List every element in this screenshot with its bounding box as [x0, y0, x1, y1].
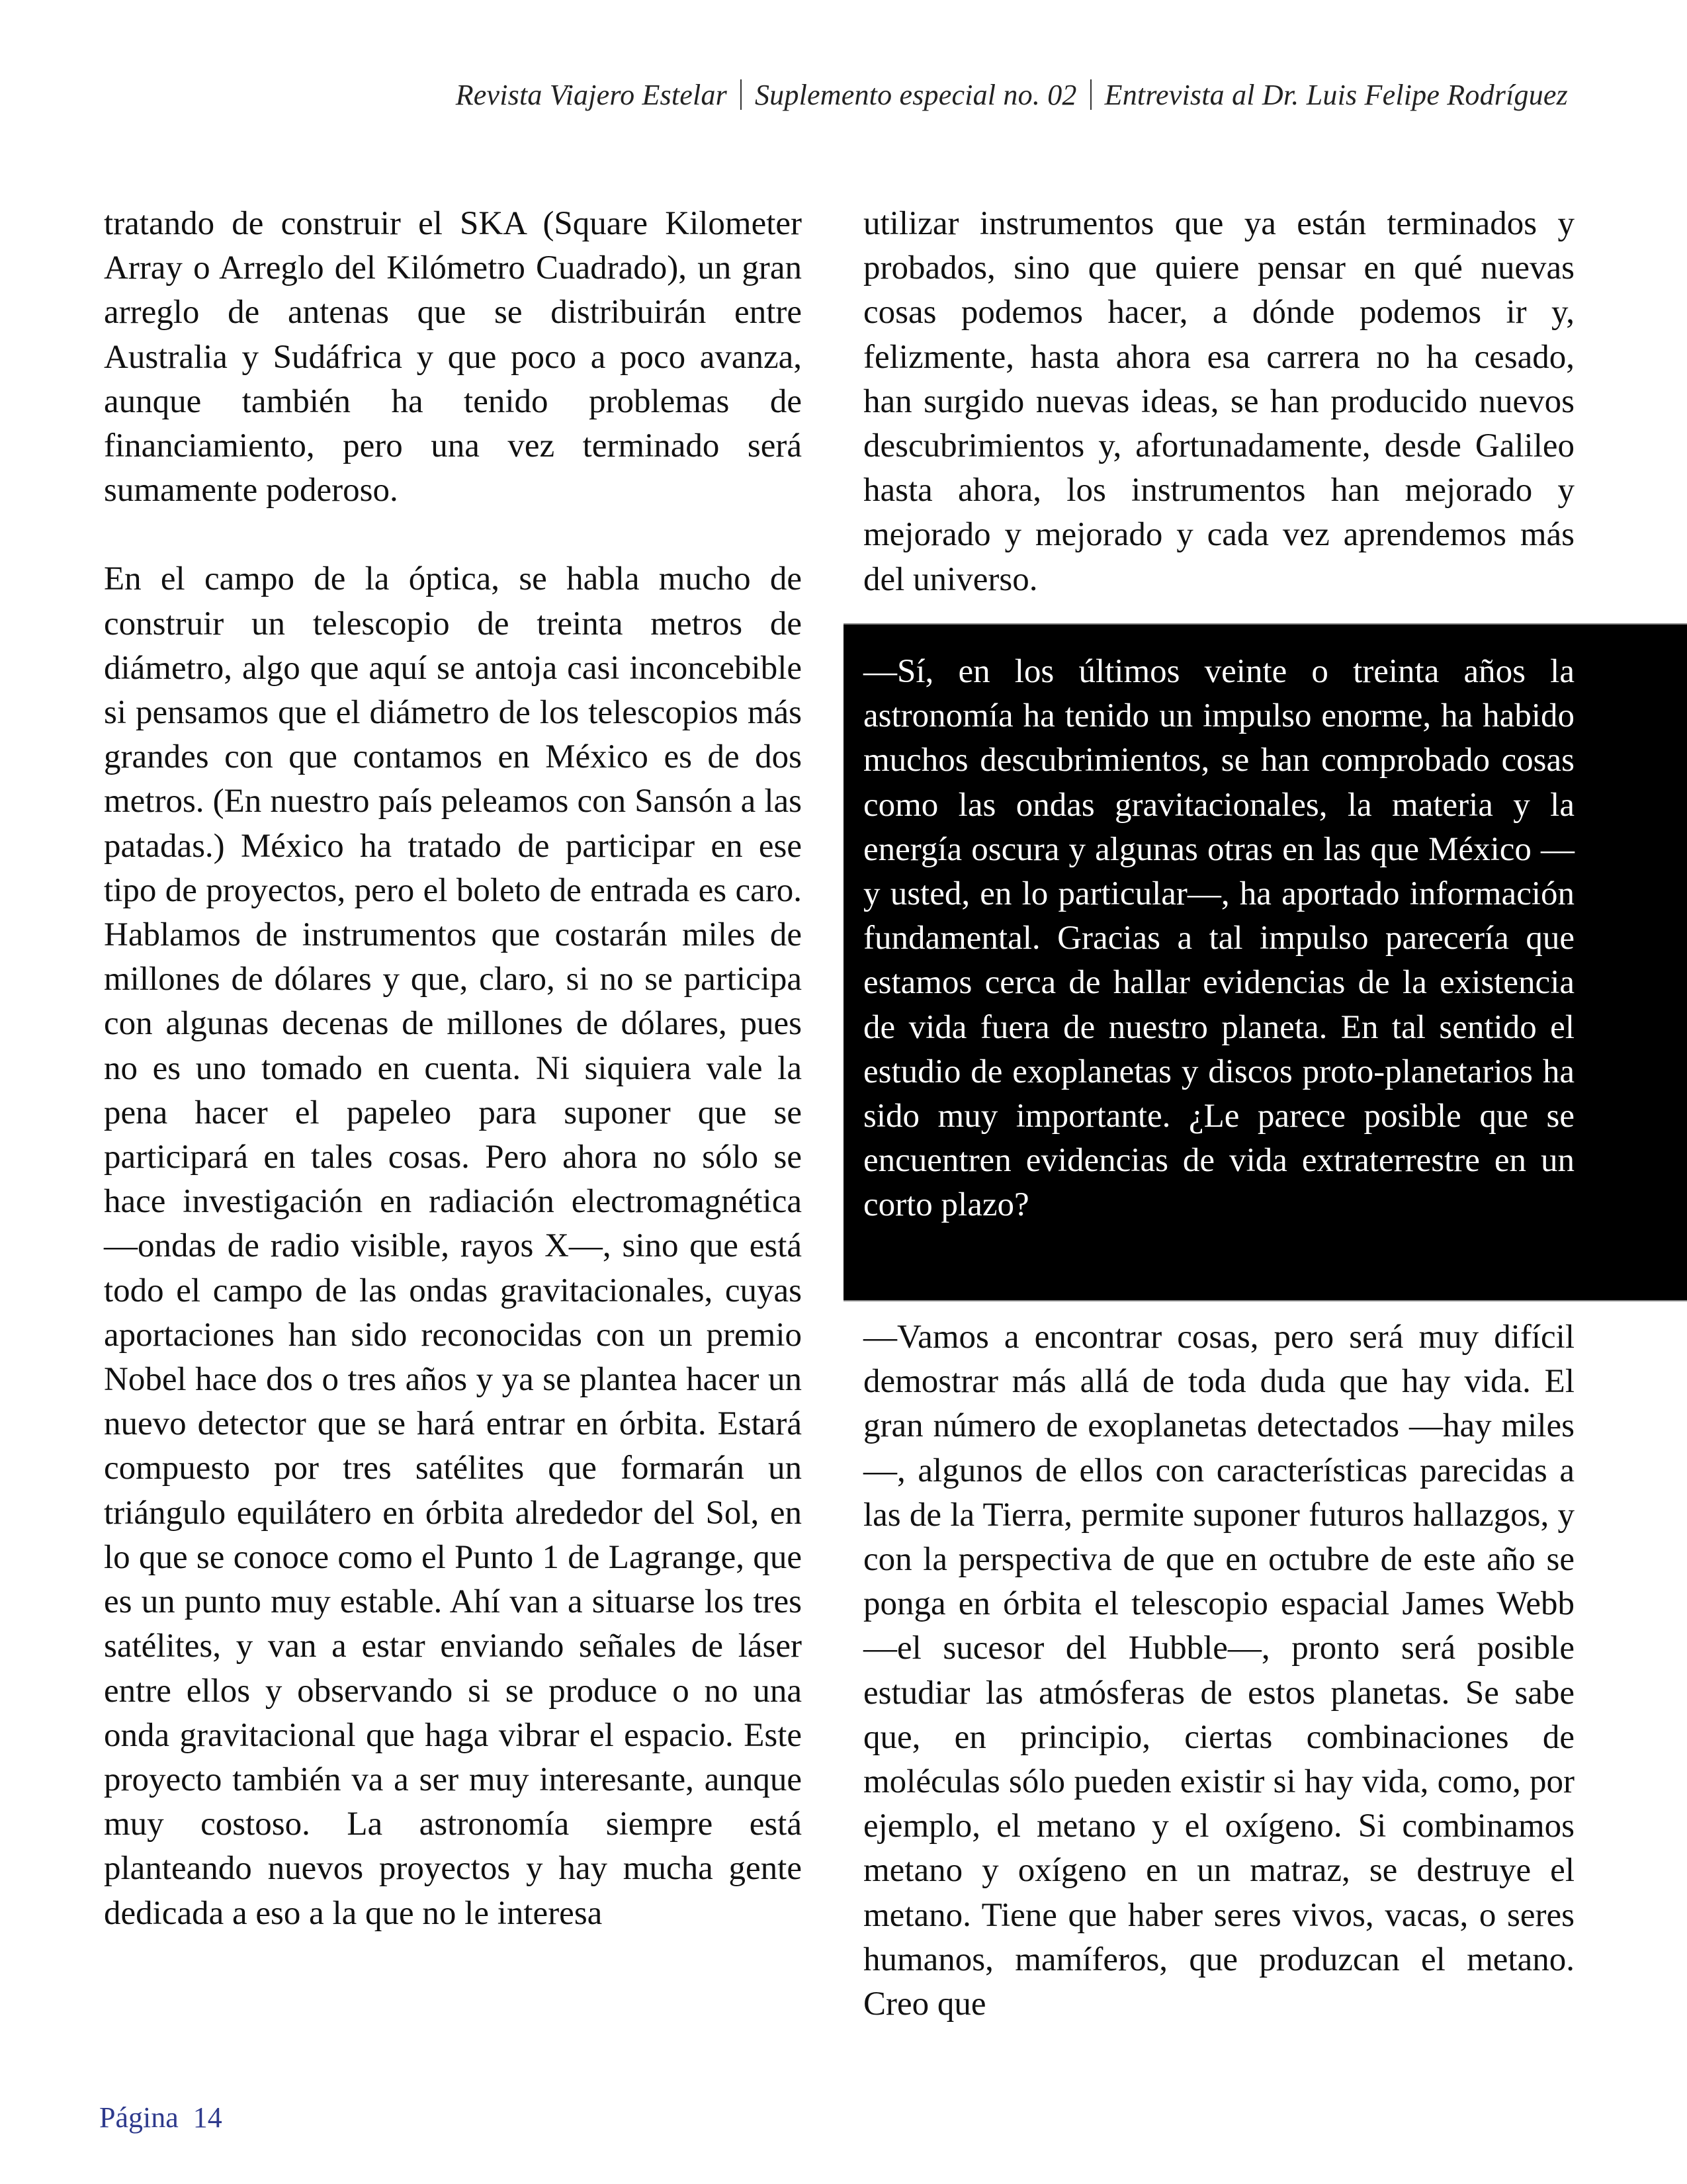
issue-title: Suplemento especial no. 02: [754, 79, 1077, 111]
publication-title: Revista Viajero Estelar: [455, 79, 727, 111]
left-column: [104, 202, 802, 1936]
interview-question-box: [844, 623, 1687, 1301]
right-column-top: [863, 202, 1575, 602]
header-separator: [1090, 79, 1092, 110]
body-paragraph: En el campo de la óptica, se habla mucho de construir un telescopio de treinta metros de diámetro, algo que aquí se antoja casi inconcebible si pensamos que el diámetro de los telescopios más grandes con que contamos en México es de dos metros. (En nuestro país peleamos con Sansón a las patadas.) México ha tratado de participar en ese tipo de proyectos, pero el boleto de entrada es caro. Hablamos de instrumentos que costarán miles de millones de dólares y que, claro, si no se participa con algunas decenas de millones de dólares, pues no es uno tomado en cuenta. Ni siquiera vale la pena hacer el papeleo para suponer que se participará en tales cosas. Pero ahora no sólo se hace investigación en radiación electromagnética —ondas de radio visible, rayos X—, sino que está todo el campo de las ondas gravitacionales, cuyas aportaciones han sido reconocidas con un premio Nobel hace dos o tres años y ya se plantea hacer un nuevo detector que se hará entrar en órbita. Estará compuesto por tres satélites que formarán un triángulo equilátero en órbita alrededor del Sol, en lo que se conoce como el Punto 1 de Lagrange, que es un punto muy estable. Ahí van a situarse los tres satélites, y van a estar enviando señales de láser entre ellos y observando si se produce o no una onda gravitacional que haga vibrar el espacio. Este proyecto también va a ser muy interesante, aunque muy costoso. La astronomía siempre está planteando nuevos proyectos y hay mucha gente dedicada a eso a la que no le interesa: [104, 560, 802, 1932]
right-column-bottom: [863, 1315, 1575, 2027]
body-paragraph: utilizar instrumentos que ya están terminados y probados, sino que quiere pensar en qué nuevas cosas podemos hacer, a dónde podemos ir y, felizmente, hasta ahora esa carrera no ha cesado, han surgido nuevas ideas, se han producido nuevos descubrimientos y, afortunadamente, desde Galileo hasta ahora, los instrumentos han mejorado y mejorado y mejorado y cada vez aprendemos más del universo.: [863, 205, 1575, 598]
running-header: [456, 78, 1568, 112]
article-title: Entrevista al Dr. Luis Felipe Rodríguez: [1104, 79, 1568, 111]
page-number: Página 14: [99, 2101, 222, 2134]
header-separator: [740, 79, 742, 110]
body-paragraph: tratando de construir el SKA (Square Kilometer Array o Arreglo del Kilómetro Cuadrado), un gran arreglo de antenas que se distribuirán entre Australia y Sudáfrica y que poco a poco avanza, aunque también ha tenido problemas de financiamiento, pero una vez terminado será sumamente poderoso.: [104, 205, 802, 509]
interview-question: —Sí, en los últimos veinte o treinta años la astronomía ha tenido un impulso enorme, ha habido muchos descubrimientos, se han comprobado cosas como las ondas gravitacionales, la materia y la energía oscura y algunas otras en las que México —y usted, en lo particular—, ha aportado información fundamental. Gracias a tal impulso parecería que estamos cerca de hallar evidencias de la existencia de vida fuera de nuestro planeta. En tal sentido el estudio de exoplanetas y discos proto-planetarios ha sido muy importante. ¿Le parece posible que se encuentren evidencias de vida extraterrestre en un corto plazo?: [863, 653, 1575, 1224]
interview-answer: —Vamos a encontrar cosas, pero será muy difícil demostrar más allá de toda duda que hay vida. El gran número de exoplanetas detectados —hay miles—, algunos de ellos con características parecidas a las de la Tierra, permite suponer futuros hallazgos, y con la perspectiva de que en octubre de este año se ponga en órbita el telescopio espacial James Webb —el sucesor del Hubble—, pronto será posible estudiar las atmósferas de estos planetas. Se sabe que, en principio, ciertas combinaciones de moléculas sólo pueden existir si hay vida, como, por ejemplo, el metano y el oxígeno. Si combinamos metano y oxígeno en un matraz, se destruye el metano. Tiene que haber seres vivos, vacas, o seres humanos, mamíferos, que produzcan el metano. Creo que: [863, 1319, 1575, 2023]
